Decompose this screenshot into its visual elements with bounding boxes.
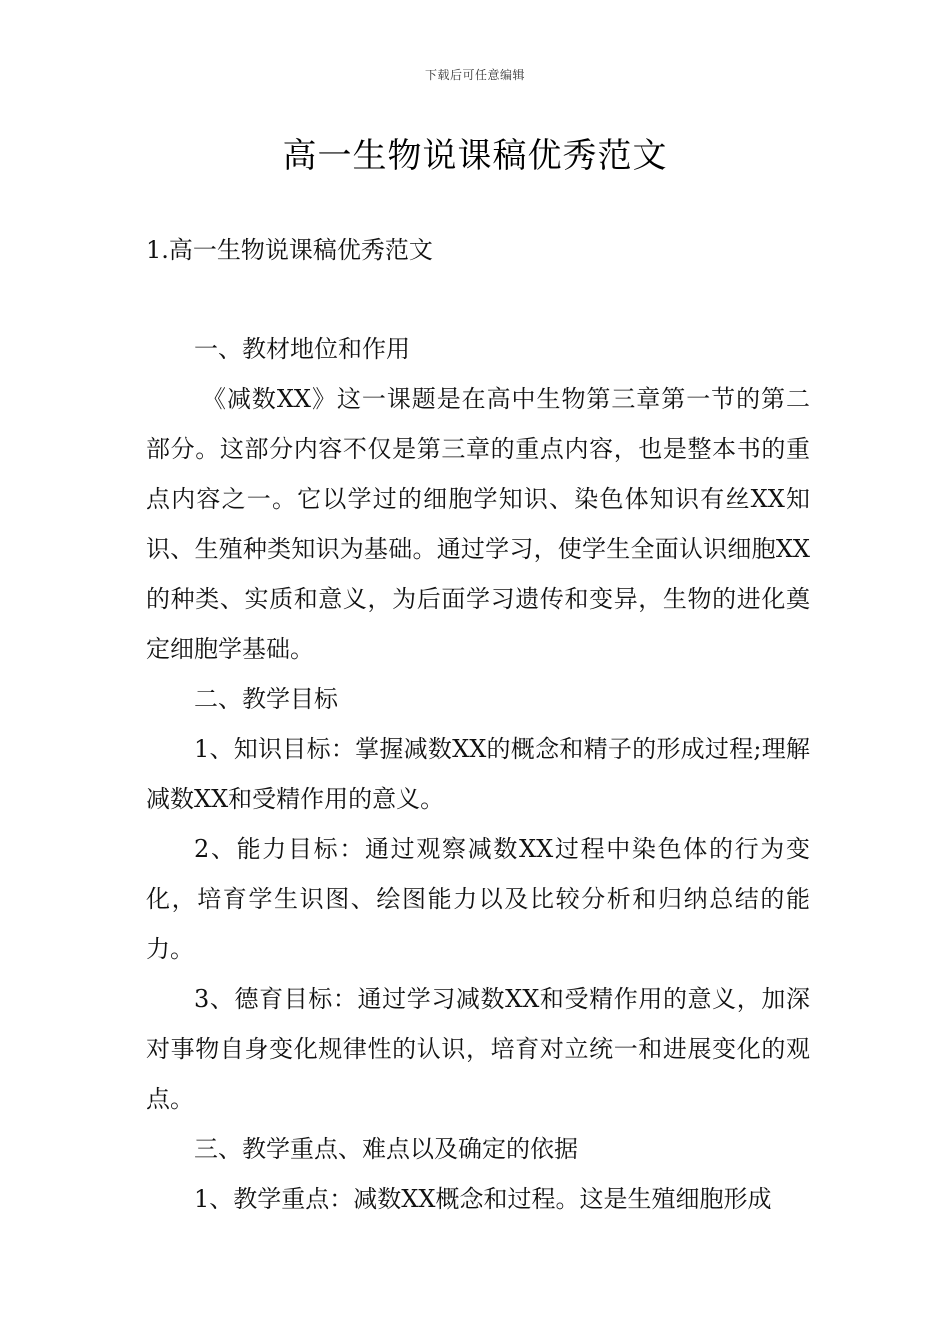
- paragraph-ability-goal: 2、能力目标：通过观察减数XX过程中染色体的行为变化，培育学生识图、绘图能力以及比较分析和归纳总结的能力。: [146, 835, 810, 963]
- header-note: 下载后可任意编辑: [424, 68, 525, 82]
- paragraph-teaching-focus: 1、教学重点：减数XX概念和过程。这是生殖细胞形成: [194, 1185, 772, 1213]
- heading-material-position: 一、教材地位和作用: [194, 335, 410, 363]
- heading-teaching-goals: 二、教学目标: [194, 685, 338, 713]
- paragraph-knowledge-goal: 1、知识目标：掌握减数XX的概念和精子的形成过程;理解减数XX和受精作用的意义。: [146, 735, 810, 813]
- document-title: 高一生物说课稿优秀范文: [282, 136, 668, 176]
- section-title: 1.高一生物说课稿优秀范文: [146, 236, 433, 264]
- document-body: [146, 324, 810, 1224]
- paragraph-moral-goal: 3、德育目标：通过学习减数XX和受精作用的意义，加深对事物自身变化规律性的认识，培育对立统一和进展变化的观点。: [146, 985, 810, 1113]
- paragraph-material-description: 《减数XX》这一课题是在高中生物第三章第一节的第二部分。这部分内容不仅是第三章的重点内容，也是整本书的重点内容之一。它以学过的细胞学知识、染色体知识有丝XX知识、生殖种类知识为基础。通过学习，使学生全面认识细胞XX的种类、实质和意义，为后面学习遗传和变异，生物的进化奠定细胞学基础。: [146, 385, 810, 663]
- heading-key-points: 三、教学重点、难点以及确定的依据: [194, 1135, 578, 1163]
